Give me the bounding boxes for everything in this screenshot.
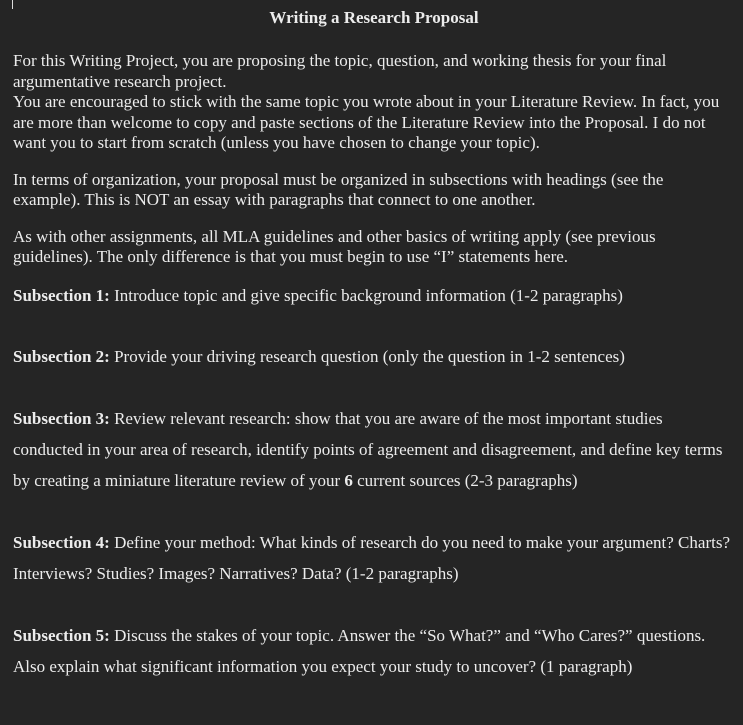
- intro-paragraph-3: In terms of organization, your proposal must be organized in subsections with headings (see the example). This is NOT an essay with paragraphs that connect to one another.: [13, 169, 664, 209]
- subsection-3-label: Subsection 3:: [13, 408, 110, 428]
- page-title: Writing a Research Proposal: [269, 8, 479, 27]
- subsection-1: [13, 280, 735, 311]
- source-count: 6: [344, 470, 353, 490]
- subsection-3-text: Review relevant research: show that you are aware of the most important studies conducted in your area of research, identify points of agreement and disagreement, and define key terms by creating a miniature literature review of your: [13, 408, 723, 490]
- subsection-2: [13, 341, 735, 372]
- document-body: [13, 8, 735, 682]
- subsection-2-text: Provide your driving research question (only the question in 1-2 sentences): [109, 346, 625, 366]
- subsection-3: [13, 403, 735, 496]
- subsection-5-label: Subsection 5:: [13, 625, 110, 645]
- subsection-1-text: Introduce topic and give specific background information (1-2 paragraphs): [109, 285, 623, 305]
- subsection-5-text: Discuss the stakes of your topic. Answer the “So What?” and “Who Cares?” questions. Also explain what significant information you expect your study to uncover? (1 paragraph): [13, 625, 706, 676]
- subsection-1-label: Subsection 1:: [13, 285, 110, 305]
- intro-paragraph-1: For this Writing Project, you are proposing the topic, question, and working thesis for your final argumentative research project.: [13, 51, 667, 91]
- subsection-2-label: Subsection 2:: [13, 346, 110, 366]
- subsection-5: [13, 620, 735, 682]
- subsection-4-text: Define your method: What kinds of research do you need to make your argument? Charts? Interviews? Studies? Images? Narratives? Data? (1-2 paragraphs): [13, 532, 730, 583]
- intro-paragraph-4: As with other assignments, all MLA guidelines and other basics of writing apply (see previous guidelines). The only difference is that you must begin to use “I” statements here.: [13, 226, 656, 266]
- subsection-4: [13, 527, 735, 589]
- subsection-3-text-end: current sources (2-3 paragraphs): [352, 470, 578, 490]
- intro-paragraph-2: You are encouraged to stick with the same topic you wrote about in your Literature Review. In fact, you are more than welcome to copy and paste sections of the Literature Review into the Proposal. I do not want you to start from scratch (unless you have chosen to change your topic).: [13, 92, 720, 152]
- subsection-4-label: Subsection 4:: [13, 532, 110, 552]
